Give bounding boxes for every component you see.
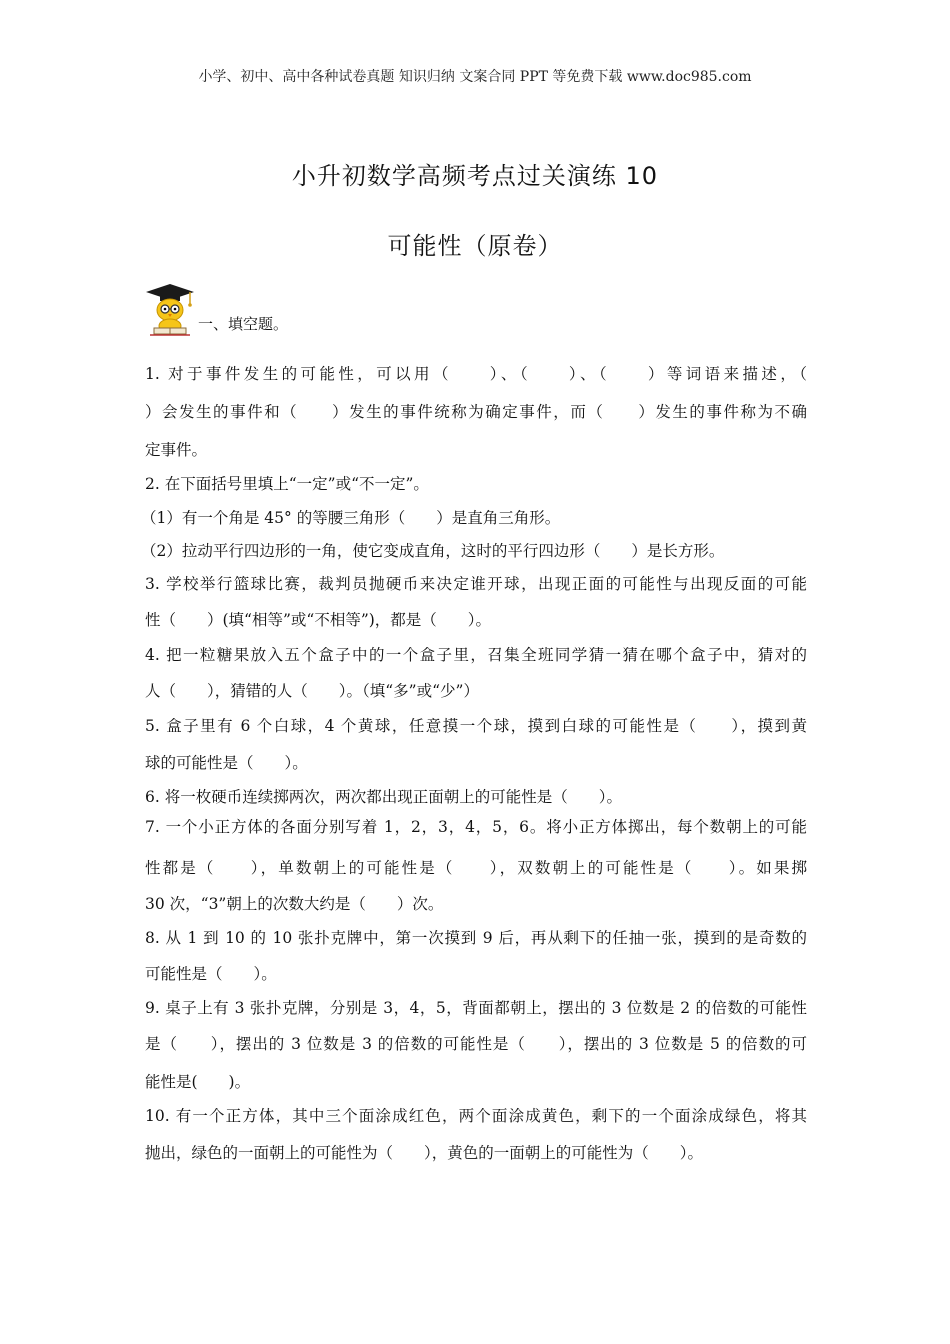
question-1-line-1: 1. 对于事件发生的可能性，可以用（ ）、（ ）、（ ）等词语来描述，（ <box>145 365 807 383</box>
question-3-line-1: 3. 学校举行篮球比赛，裁判员抛硬币来决定谁开球，出现正面的可能性与出现反面的可能 <box>145 575 807 593</box>
question-9-line-3: 能性是( )。 <box>145 1073 251 1091</box>
question-9-line-2: 是（ ），摆出的 3 位数是 3 的倍数的可能性是（ ），摆出的 3 位数是 5 的倍数的可 <box>145 1035 807 1053</box>
question-7-line-2: 性都是（ ），单数朝上的可能性是（ ），双数朝上的可能性是（ ）。如果掷 <box>145 859 807 877</box>
question-8-line-2: 可能性是（ ）。 <box>145 965 277 983</box>
question-3-line-2: 性（ ）(填“相等”或“不相等”)，都是（ ）。 <box>145 611 492 629</box>
page-title: 小升初数学高频考点过关演练 10 <box>291 162 659 190</box>
question-7-line-1: 7. 一个小正方体的各面分别写着 1，2，3，4，5，6。将小正方体掷出，每个数朝上的可能 <box>145 818 807 836</box>
question-8-line-1: 8. 从 1 到 10 的 10 张扑克牌中，第一次摸到 9 后，再从剩下的任抽一张，摸到的是奇数的 <box>145 929 807 947</box>
question-7-line-3: 30 次，“3”朝上的次数大约是（ ）次。 <box>145 895 444 913</box>
question-1-line-3: 定事件。 <box>145 441 208 459</box>
question-5-line-1: 5. 盒子里有 6 个白球，4 个黄球，任意摸一个球，摸到白球的可能性是（ ），摸到黄 <box>145 717 807 735</box>
section-label: 一、填空题。 <box>198 315 289 333</box>
question-10-line-1: 10. 有一个正方体，其中三个面涂成红色，两个面涂成黄色，剩下的一个面涂成绿色，将其 <box>145 1107 807 1125</box>
question-2-line-1: 2. 在下面括号里填上“一定”或“不一定”。 <box>145 475 429 493</box>
question-4-line-1: 4. 把一粒糖果放入五个盒子中的一个盒子里，召集全班同学猜一猜在哪个盒子中，猜对的 <box>145 646 807 664</box>
scholar-mascot-icon <box>140 280 196 336</box>
page-subtitle: 可能性（原卷） <box>387 232 563 260</box>
page-header: 小学、初中、高中各种试卷真题 知识归纳 文案合同 PPT 等免费下载 www.doc985.com <box>198 69 752 85</box>
question-9-line-1: 9. 桌子上有 3 张扑克牌，分别是 3，4，5，背面都朝上，摆出的 3 位数是 2 的倍数的可能性 <box>145 999 807 1017</box>
question-10-line-2: 抛出，绿色的一面朝上的可能性为（ ），黄色的一面朝上的可能性为（ ）。 <box>145 1144 704 1162</box>
question-4-line-2: 人（ ），猜错的人（ ）。（填“多”或“少”） <box>145 682 479 700</box>
question-2-part-2: （2）拉动平行四边形的一角，使它变成直角，这时的平行四边形（ ）是长方形。 <box>141 542 725 560</box>
question-6-line-1: 6. 将一枚硬币连续掷两次，两次都出现正面朝上的可能性是（ ）。 <box>145 788 622 806</box>
question-1-line-2: ）会发生的事件和（ ）发生的事件统称为确定事件，而（ ）发生的事件称为不确 <box>145 403 807 421</box>
question-5-line-2: 球的可能性是（ ）。 <box>145 754 308 772</box>
question-2-part-1: （1）有一个角是 45° 的等腰三角形（ ）是直角三角形。 <box>141 509 561 527</box>
section-heading <box>140 280 288 336</box>
